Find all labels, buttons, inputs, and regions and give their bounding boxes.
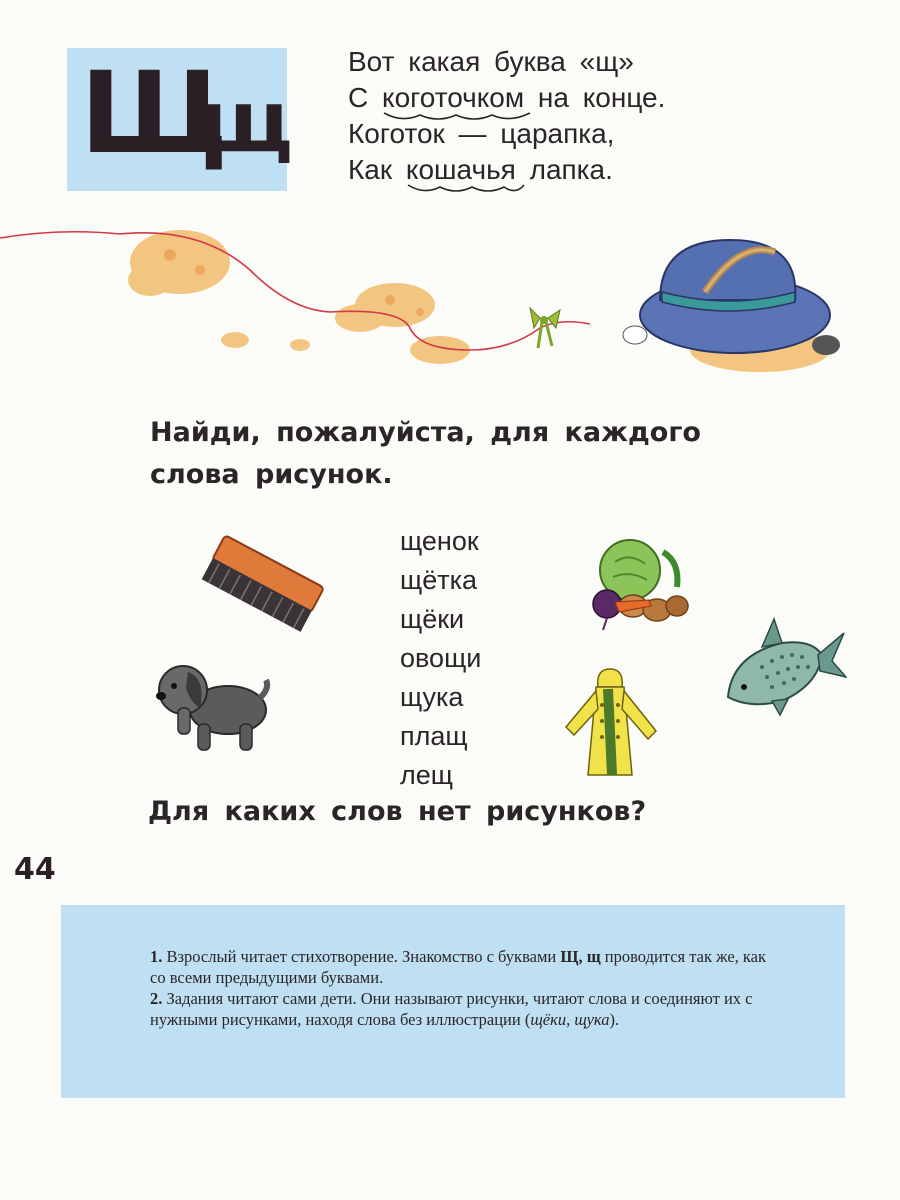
letter-uppercase: Щ: [80, 49, 227, 179]
task-instruction: Найди, пожалуйста, для каждого слова рисунок.: [150, 417, 701, 490]
hat-icon: [640, 240, 830, 353]
list-item: щенок: [400, 526, 479, 556]
page-number: 44: [14, 852, 56, 887]
poem-underlined-word: коготочком: [382, 82, 524, 113]
bow-icon: [530, 308, 560, 348]
list-item: щука: [400, 682, 464, 712]
list-item: плащ: [400, 721, 468, 751]
list-item: лещ: [400, 760, 453, 790]
question: Для каких слов нет рисунков?: [148, 796, 647, 827]
poem-line-2: С коготочком на конце.: [348, 80, 665, 116]
teacher-note: [150, 946, 780, 1030]
brush-illustration: [195, 528, 330, 638]
poem-line-4: Как кошачья лапка.: [348, 152, 665, 188]
note-item-2: 2. Задания читают сами дети. Они называют рисунки, читают слова и соединяют их с нужными рисунками, находя слова без иллюстрации (щёки, щука).: [150, 989, 753, 1029]
letter-lowercase: щ: [198, 72, 294, 172]
vegetables-illustration: [585, 532, 695, 632]
note-item-1: 1. Взрослый читает стихотворение. Знакомство с буквами Щ, щ проводится так же, как со всеми предыдущими буквами.: [150, 947, 766, 987]
list-item: овощи: [400, 643, 482, 673]
puppy-illustration: [148, 658, 273, 758]
poem-line-3: Коготок — царапка,: [348, 118, 615, 149]
poem: [348, 44, 665, 188]
bream-fish-illustration: [722, 605, 847, 717]
list-item: щёки: [400, 604, 465, 634]
poem-underlined-word: кошачья: [406, 154, 516, 185]
list-item: щётка: [400, 565, 478, 595]
hat-and-thread-illustration: [0, 200, 900, 395]
word-list: [400, 522, 481, 795]
poem-line-1: Вот какая буква «щ»: [348, 46, 634, 77]
raincoat-illustration: [558, 665, 663, 780]
